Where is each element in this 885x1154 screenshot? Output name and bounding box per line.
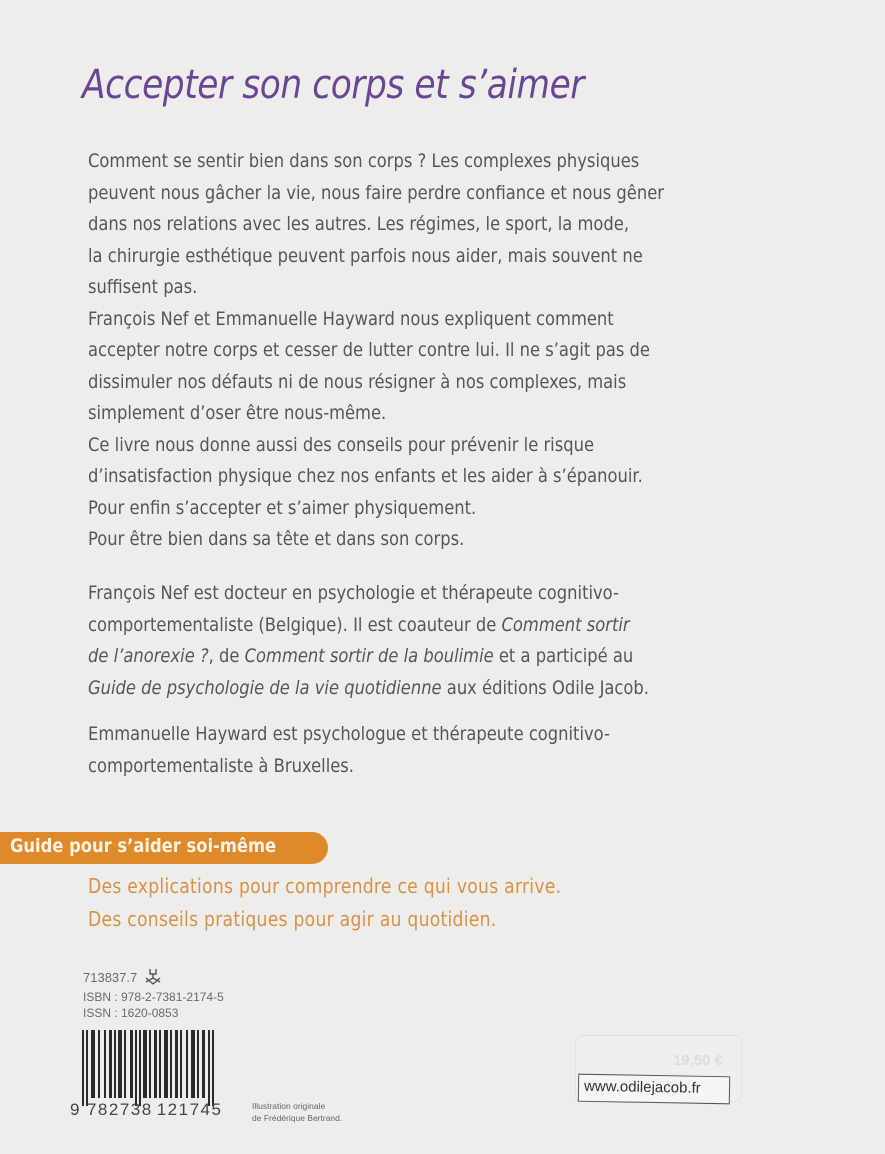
book-reference: Guide de psychologie de la vie quotidienne (88, 676, 442, 699)
bio-line: comportementaliste à Bruxelles. (88, 754, 354, 777)
series-banner-label: Guide pour s’aider soi-même (10, 835, 277, 857)
barcode (82, 1030, 244, 1106)
barcode-digits (70, 1100, 222, 1120)
code-row (83, 968, 224, 989)
bio-text: et a participé au (493, 645, 634, 667)
description-line: Pour être bien dans sa tête et dans son corps. (88, 528, 465, 550)
book-reference: Comment sortir de la boulimie (244, 645, 494, 667)
bio-line (88, 673, 690, 705)
bio-text: aux éditions Odile Jacob. (441, 676, 649, 699)
code-number: 713837.7 (83, 970, 138, 985)
website-url: www.odilejacob.fr (583, 1077, 701, 1097)
description-line: François Nef et Emmanuelle Hayward nous expliquent comment (88, 307, 614, 330)
credit-line: de Frédérique Bertrand. (252, 1113, 343, 1123)
isbn: ISBN : 978-2-7381-2174-5 (83, 990, 224, 1004)
description-line: peuvent nous gâcher la vie, nous faire perdre confiance et nous gêner (88, 181, 664, 204)
series-taglines (88, 870, 561, 936)
book-title: Accepter son corps et s’aimer (82, 62, 585, 108)
odile-jacob-logo-icon (144, 968, 162, 989)
description-line: Ce livre nous donne aussi des conseils pour prévenir le risque (88, 433, 595, 456)
description-line: Pour enfin s’accepter et s’aimer physiquement. (88, 496, 477, 519)
series-banner (0, 832, 328, 864)
description-line: simplement d’oser être nous-même. (88, 402, 387, 424)
description-line: Comment se sentir bien dans son corps ? Les complexes physiques (88, 150, 640, 172)
description-line: la chirurgie esthétique peuvent parfois nous aider, mais souvent ne (88, 244, 643, 267)
description-line: dans nos relations avec les autres. Les régimes, le sport, la mode, (88, 213, 630, 235)
bio-text: comportementaliste (Belgique). Il est coauteur de (88, 613, 502, 636)
publication-codes (83, 968, 224, 1021)
issn: ISSN : 1620-0853 (83, 1006, 179, 1020)
description-line: accepter notre corps et cesser de lutter contre lui. Il ne s’agit pas de (88, 339, 650, 361)
barcode-digits-left: 782738 (86, 1100, 153, 1119)
credit-line: Illustration originale (252, 1101, 326, 1111)
illustration-credit (252, 1100, 342, 1124)
price: 19,50 € (672, 1052, 723, 1069)
author-bio-francois-nef (88, 578, 690, 704)
description-line: dissimuler nos défauts ni de nous résigner à nos complexes, mais (88, 370, 627, 393)
website-link (578, 1074, 730, 1105)
description-line: d’insatisfaction physique chez nos enfants et les aider à s’épanouir. (88, 465, 643, 487)
book-description (88, 146, 690, 556)
bio-line: Emmanuelle Hayward est psychologue et thérapeute cognitivo- (88, 723, 610, 745)
description-line: suffisent pas. (88, 276, 198, 298)
author-bio-emmanuelle-hayward (88, 719, 690, 782)
bio-line (88, 610, 690, 642)
tagline: Des explications pour comprendre ce qui vous arrive. (88, 874, 562, 898)
barcode-digit-first: 9 (70, 1100, 81, 1119)
barcode-digits-right: 121745 (156, 1100, 223, 1119)
tagline: Des conseils pratiques pour agir au quotidien. (88, 907, 497, 931)
bio-line: François Nef est docteur en psychologie et thérapeute cognitivo- (88, 582, 619, 604)
book-reference: Comment sortir (501, 613, 630, 636)
bio-line (88, 641, 690, 673)
book-reference: de l’anorexie ? (88, 645, 209, 667)
bio-text: , de (208, 645, 245, 667)
